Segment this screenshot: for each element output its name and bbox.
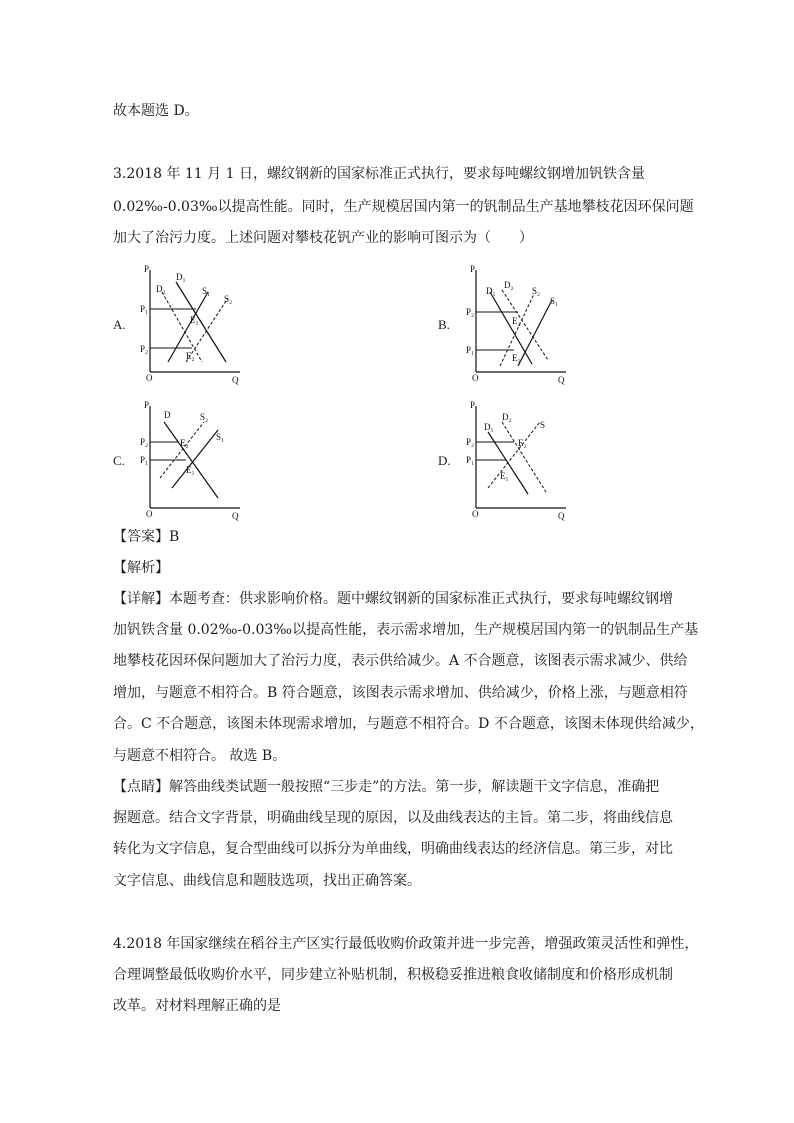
axis-q-label: Q <box>232 375 239 385</box>
detail-line-5: 合。C 不合题意，该图未体现需求增加，与题意不相符合。D 不合题意，该图未体现供给减少， <box>113 716 704 732</box>
p2-label: P₂ <box>466 437 475 447</box>
p2-label: P₂ <box>140 344 149 354</box>
detail-line-4: 增加，与题意不相符合。B 符合题意，该图表示需求增加、供给减少，价格上涨，与题意相符 <box>113 685 688 701</box>
axis-p-label: P <box>470 400 476 410</box>
tip-line-4: 文字信息、曲线信息和题肢选项，找出正确答案。 <box>113 873 421 889</box>
e2-label: E₂ <box>512 316 521 326</box>
d-label: D <box>164 410 171 420</box>
question-4-line-1: 4.2018 年国家继续在稻谷主产区实行最低收购价政策并进一步完善，增强政策灵活性和弹性， <box>113 936 699 952</box>
question-4-line-2: 合理调整最低收购价水平，同步建立补贴机制，积极稳妥推进粮食收储制度和价格形成机制 <box>113 967 673 983</box>
s2-label: S₂ <box>200 412 209 422</box>
graph-b <box>462 262 574 388</box>
e2-label: E₂ <box>518 438 527 448</box>
origin-label: O <box>146 509 153 519</box>
d2-label: D₂ <box>504 280 514 290</box>
axis-p-label: P <box>144 264 150 274</box>
axis-q-label: Q <box>558 375 565 385</box>
e1-label: E₁ <box>190 315 199 325</box>
graph-c <box>136 398 248 524</box>
graph-a <box>136 262 248 388</box>
answer-line: 【答案】B <box>113 529 180 545</box>
option-b-label: B. <box>438 317 450 332</box>
detail-line-2: 加钒铁含量 0.02‰-0.03‰以提高性能，表示需求增加，生产规模居国内第一的钒制品生产基 <box>113 622 699 638</box>
question-3-line-2: 0.02‰-0.03‰以提高性能。同时，生产规模居国内第一的钒制品生产基地攀枝花因环保问题 <box>113 199 694 215</box>
s1-label: S₁ <box>550 296 559 306</box>
s2-label: S₂ <box>224 294 233 304</box>
origin-label: O <box>472 509 479 519</box>
detail-line-3: 地攀枝花因环保问题加大了治污力度，表示供给减少。A 不合题意，该图表示需求减少、供给 <box>113 653 688 669</box>
p2-label: P₂ <box>140 437 149 447</box>
question-3-line-3: 加大了治污力度。上述问题对攀枝花钒产业的影响可图示为（ ） <box>113 230 533 246</box>
d2-label: D₂ <box>502 412 512 422</box>
s1-label: S₁ <box>202 286 211 296</box>
tip-line-2: 握题意。结合文字背景，明确曲线呈现的原因，以及曲线表达的主旨。第二步，将曲线信息 <box>113 810 673 826</box>
d1-label: D₁ <box>484 422 494 432</box>
option-a-label: A. <box>113 317 126 332</box>
d1-label: D₁ <box>486 286 496 296</box>
s-label: S <box>540 420 546 430</box>
detail-line-6: 与题意不相符合。 故选 B。 <box>113 748 287 764</box>
p1-label: P₁ <box>140 304 149 314</box>
axis-p-label: P <box>144 400 150 410</box>
origin-label: O <box>146 373 153 383</box>
axis-q-label: Q <box>232 511 239 521</box>
e1-label: E₁ <box>512 353 521 363</box>
detail-line-1: 【详解】本题考查：供求影响价格。题中螺纹钢新的国家标准正式执行，要求每吨螺纹钢增 <box>113 591 673 607</box>
d1-label: D₁ <box>176 272 186 282</box>
prev-answer-line: 故本题选 D。 <box>113 103 199 119</box>
tip-line-3: 转化为文字信息，复合型曲线可以拆分为单曲线，明确曲线表达的经济信息。第三步，对比 <box>113 841 673 857</box>
tip-line-1: 【点睛】解答曲线类试题一般按照“三步走”的方法。第一步，解读题干文字信息，准确把 <box>113 779 660 795</box>
option-c-label: C. <box>113 453 125 468</box>
e1-label: E₁ <box>186 465 195 475</box>
s1-label: S₁ <box>216 432 225 442</box>
p1-label: P₁ <box>466 455 475 465</box>
e1-label: E₁ <box>500 471 509 481</box>
d2-label: D₂ <box>156 284 166 294</box>
analysis-heading: 【解析】 <box>113 560 169 576</box>
p1-label: P₁ <box>140 455 149 465</box>
p2-label: P₂ <box>466 307 475 317</box>
origin-label: O <box>472 373 479 383</box>
s2-label: S₂ <box>532 286 541 296</box>
e2-label: E₂ <box>180 438 189 448</box>
p1-label: P₁ <box>466 345 475 355</box>
question-4-line-3: 改革。对材料理解正确的是 <box>113 998 281 1014</box>
option-d-label: D. <box>438 453 451 468</box>
question-3-line-1: 3.2018 年 11 月 1 日，螺纹钢新的国家标准正式执行，要求每吨螺纹钢增加钒铁含量 <box>113 166 645 182</box>
e2-label: E₂ <box>186 351 195 361</box>
axis-p-label: P <box>470 264 476 274</box>
axis-q-label: Q <box>558 511 565 521</box>
graph-d <box>462 398 574 524</box>
